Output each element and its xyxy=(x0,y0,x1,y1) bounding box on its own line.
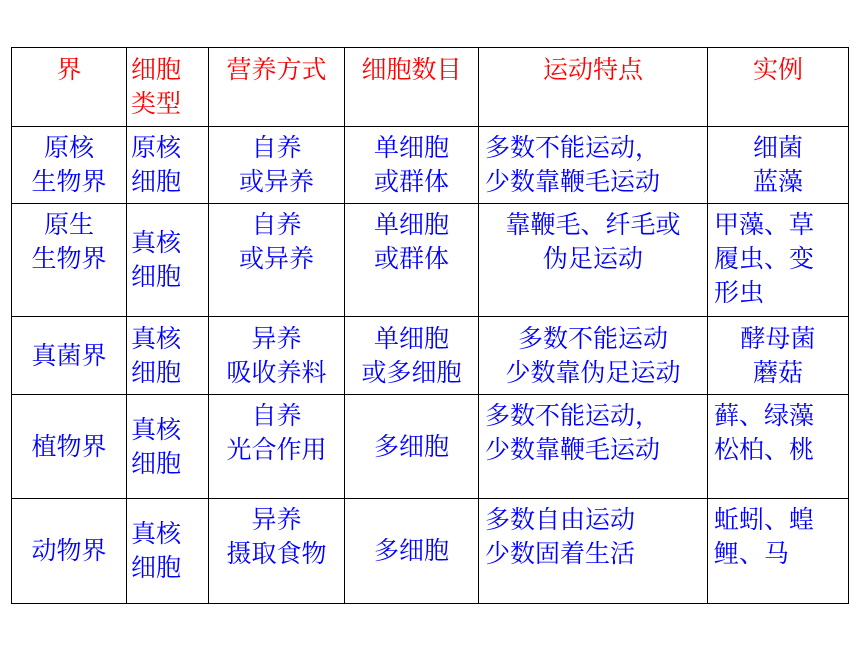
cell-line: 鲤、马 xyxy=(714,539,790,568)
table-cell xyxy=(12,204,127,317)
cell-line: 光合作用 xyxy=(226,435,327,464)
table-cell xyxy=(12,127,127,204)
table-cell xyxy=(127,317,209,395)
table-cell xyxy=(479,395,708,499)
cell-line: 真核 xyxy=(131,323,182,353)
table-cell xyxy=(127,395,209,499)
cell-line: 履虫、变 xyxy=(714,244,815,273)
header-cell: 细胞数目 xyxy=(345,48,479,127)
cell-line: 单细胞 xyxy=(373,210,449,239)
cell-line: 蘑菇 xyxy=(752,357,803,387)
table-row xyxy=(12,317,849,395)
cell-line: 细胞 xyxy=(131,55,182,84)
table-cell xyxy=(209,395,345,499)
table-cell xyxy=(345,204,479,317)
cell-line: 生物界 xyxy=(31,244,107,273)
cell-line: 酵母菌 xyxy=(740,323,816,353)
cell-line: 少数靠鞭毛运动 xyxy=(485,435,661,464)
cell-line: 形虫 xyxy=(714,278,765,307)
cell-line: 或异养 xyxy=(238,244,314,273)
cell-line: 单细胞 xyxy=(373,133,449,162)
cell-line: 自养 xyxy=(251,133,302,162)
cell-line: 蚯蚓、蝗 xyxy=(714,505,815,534)
cell-line: 多数自由运动 xyxy=(485,505,636,534)
cell-line: 自养 xyxy=(251,210,302,239)
cell-line: 多数不能运动 xyxy=(517,323,668,353)
table-cell xyxy=(345,317,479,395)
table-cell xyxy=(127,499,209,604)
table-cell: 动物界 xyxy=(12,499,127,604)
header-cell xyxy=(127,48,209,127)
table-cell xyxy=(209,127,345,204)
table-cell xyxy=(479,204,708,317)
table-cell xyxy=(708,317,849,395)
cell-line: 细胞 xyxy=(131,553,182,582)
table-cell: 多细胞 xyxy=(345,499,479,604)
table-row xyxy=(12,395,849,499)
table-cell xyxy=(479,127,708,204)
table-cell: 植物界 xyxy=(12,395,127,499)
cell-line: 异养 xyxy=(251,505,302,534)
cell-line: 或群体 xyxy=(373,244,449,273)
table-row xyxy=(12,127,849,204)
cell-line: 真核 xyxy=(131,228,182,257)
cell-line: 多数不能运动， xyxy=(485,133,661,162)
table-cell xyxy=(127,127,209,204)
table-cell xyxy=(127,204,209,317)
cell-line: 松柏、桃 xyxy=(714,435,815,464)
table-cell xyxy=(708,204,849,317)
cell-line: 摄取食物 xyxy=(226,539,327,568)
cell-line: 原核 xyxy=(43,133,94,162)
cell-line: 真核 xyxy=(131,414,182,444)
table-cell xyxy=(479,317,708,395)
cell-line: 或多细胞 xyxy=(361,357,462,387)
table-cell xyxy=(708,499,849,604)
cell-line: 原生 xyxy=(43,210,94,239)
cell-line: 靠鞭毛、纤毛或 xyxy=(505,210,681,239)
cell-line: 生物界 xyxy=(31,167,107,196)
cell-line: 真核 xyxy=(131,519,182,548)
table-cell xyxy=(708,127,849,204)
table-cell: 多细胞 xyxy=(345,395,479,499)
cell-line: 单细胞 xyxy=(373,323,449,353)
cell-line: 细菌 xyxy=(752,133,803,162)
cell-line: 伪足运动 xyxy=(542,244,643,273)
cell-line: 细胞 xyxy=(131,262,182,291)
header-cell: 运动特点 xyxy=(479,48,708,127)
kingdom-table xyxy=(11,47,849,604)
table-cell xyxy=(209,204,345,317)
header-row xyxy=(12,48,849,127)
table-cell xyxy=(209,499,345,604)
table-cell xyxy=(345,127,479,204)
header-cell: 实例 xyxy=(708,48,849,127)
cell-line: 少数靠鞭毛运动 xyxy=(485,167,661,196)
cell-line: 蓝藻 xyxy=(752,167,803,196)
cell-line: 类型 xyxy=(131,89,182,118)
header-cell: 营养方式 xyxy=(209,48,345,127)
cell-line: 细胞 xyxy=(131,167,182,196)
cell-line: 吸收养料 xyxy=(226,357,327,387)
cell-line: 细胞 xyxy=(131,448,182,478)
cell-line: 或群体 xyxy=(373,167,449,196)
cell-line: 细胞 xyxy=(131,357,182,387)
table-cell xyxy=(708,395,849,499)
table-row xyxy=(12,204,849,317)
cell-line: 异养 xyxy=(251,323,302,353)
table-cell xyxy=(479,499,708,604)
cell-line: 自养 xyxy=(251,401,302,430)
cell-line: 藓、绿藻 xyxy=(714,401,815,430)
table-row xyxy=(12,499,849,604)
cell-line: 或异养 xyxy=(238,167,314,196)
table-cell xyxy=(209,317,345,395)
cell-line: 少数固着生活 xyxy=(485,539,636,568)
cell-line: 多数不能运动， xyxy=(485,401,661,430)
cell-line: 少数靠伪足运动 xyxy=(505,357,681,387)
table-cell: 真菌界 xyxy=(12,317,127,395)
cell-line: 原核 xyxy=(131,133,182,162)
cell-line: 甲藻、草 xyxy=(714,210,815,239)
header-cell: 界 xyxy=(12,48,127,127)
